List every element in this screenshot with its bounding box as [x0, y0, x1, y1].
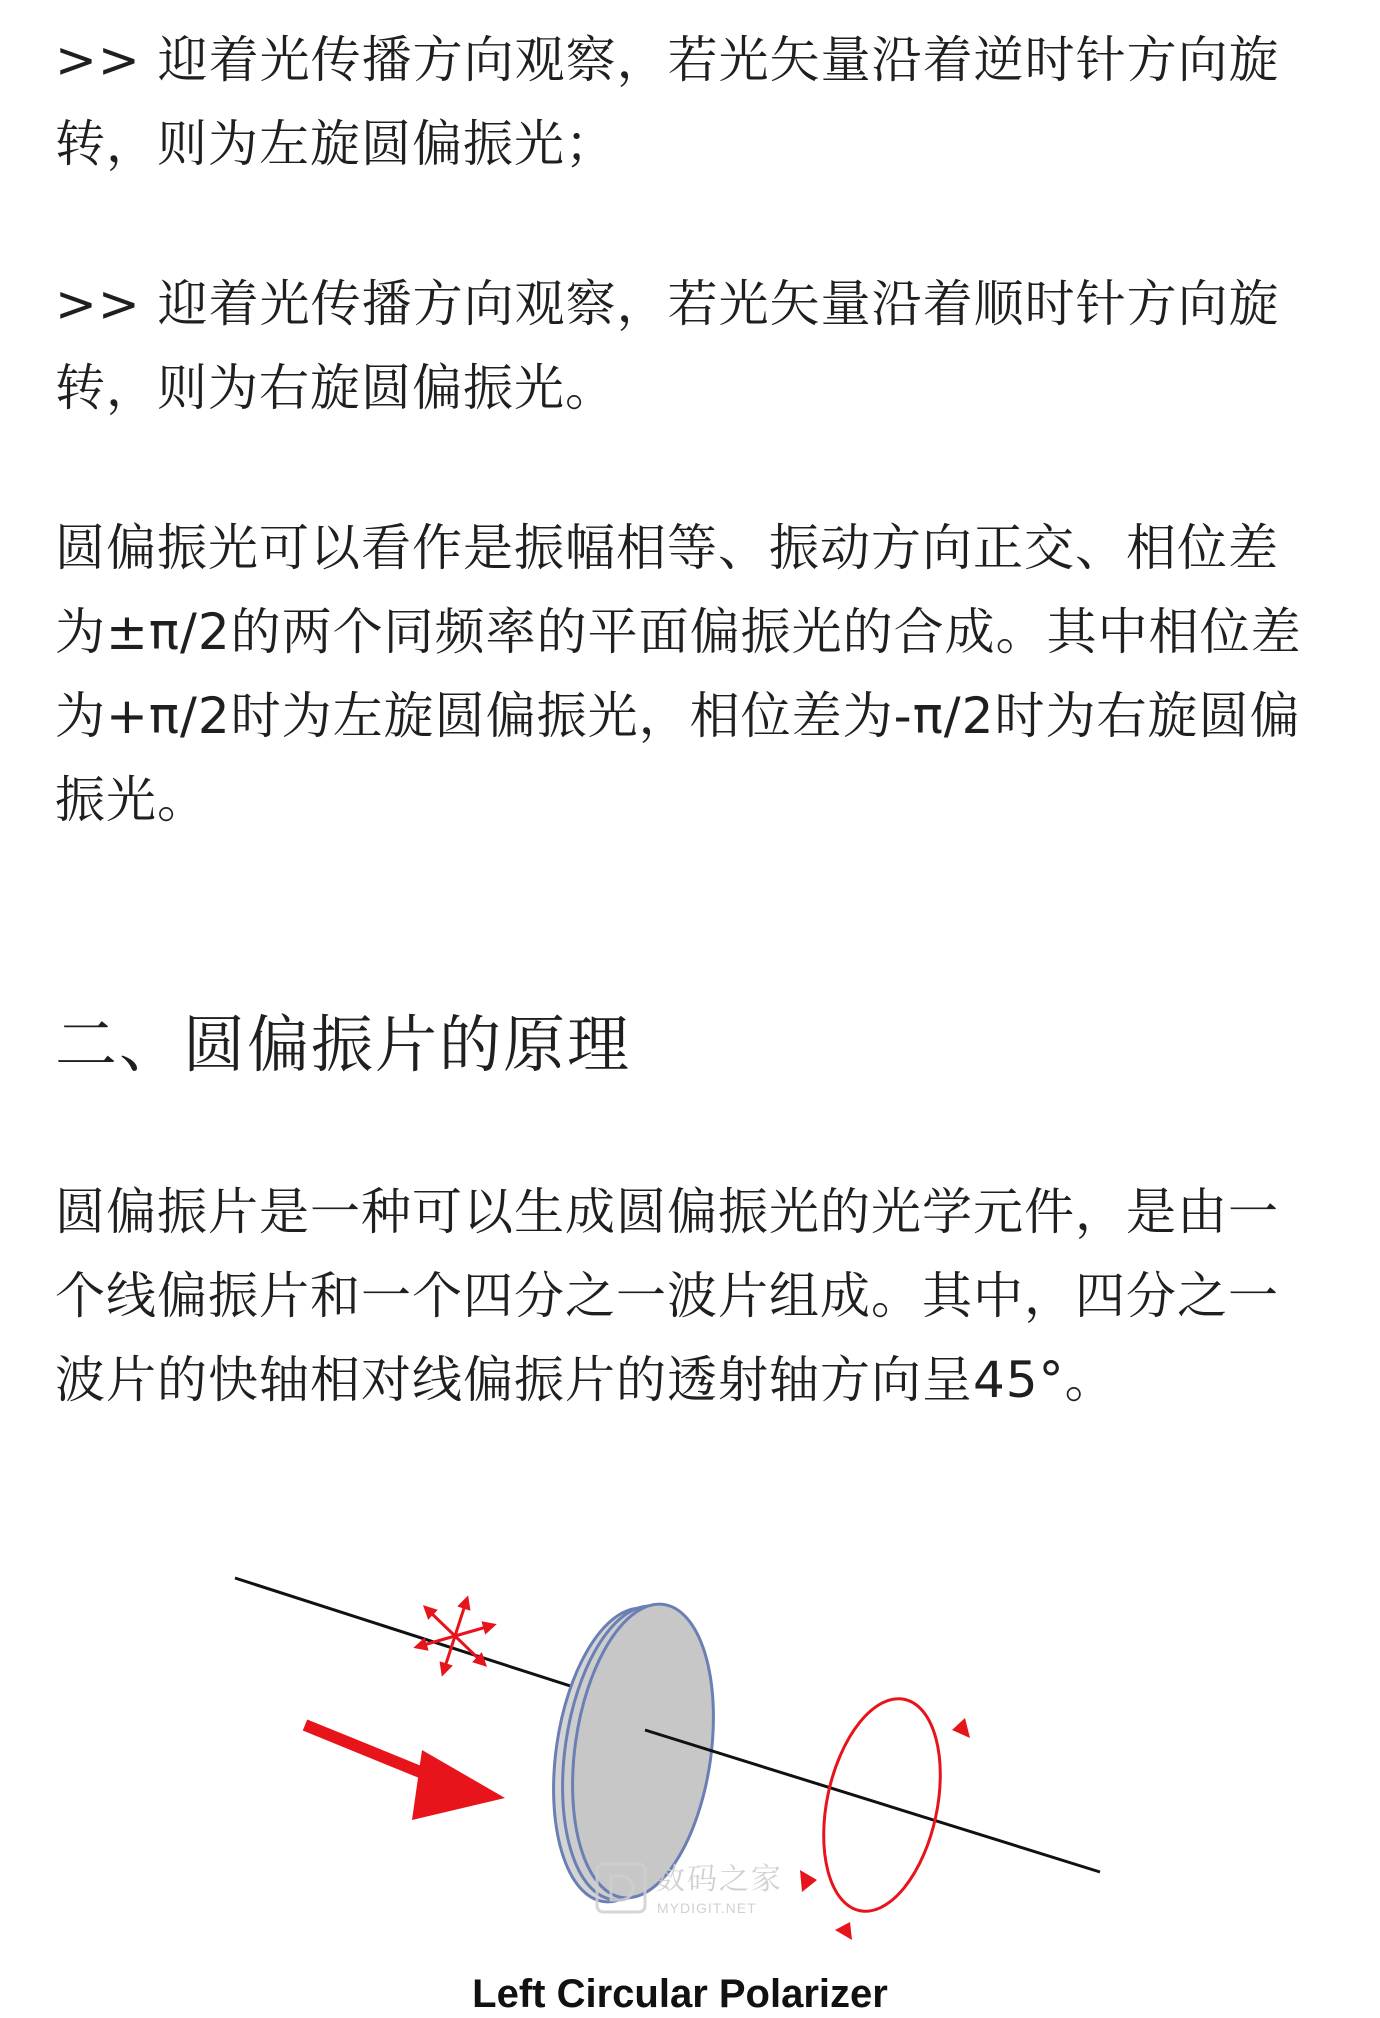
outgoing-axis-line: [645, 1730, 1100, 1872]
polarizer-figure: [200, 1530, 1160, 2018]
watermark-domain: MYDIGIT.NET: [657, 1900, 757, 1916]
section-heading: 二、圆偏振片的原理: [55, 1008, 632, 1081]
paragraph-phase-difference: 圆偏振光可以看作是振幅相等、振动方向正交、相位差为±π/2的两个同频率的平面偏振光的合成。其中相位差为+π/2时为左旋圆偏振光，相位差为-π/2时为右旋圆偏振光。: [55, 519, 1302, 829]
unpolarized-light-star-icon: [420, 1602, 490, 1670]
paragraph-left-circular: >> 迎着光传播方向观察，若光矢量沿着逆时针方向旋转，则为左旋圆偏振光；: [55, 31, 1280, 173]
propagation-arrow-icon: [305, 1725, 505, 1820]
paragraph-right-circular: >> 迎着光传播方向观察，若光矢量沿着顺时针方向旋转，则为右旋圆偏振光。: [55, 275, 1280, 417]
watermark-name: 数码之家: [655, 1862, 783, 1897]
watermark: [595, 1862, 795, 1922]
mydigit-logo-icon: [595, 1862, 647, 1914]
circular-polarization-ring-icon: [800, 1688, 970, 1940]
paragraph-circular-polarizer: 圆偏振片是一种可以生成圆偏振光的光学元件，是由一个线偏振片和一个四分之一波片组成。其中，四分之一波片的快轴相对线偏振片的透射轴方向呈45°。: [55, 1183, 1279, 1409]
figure-caption: Left Circular Polarizer: [472, 1972, 888, 2016]
